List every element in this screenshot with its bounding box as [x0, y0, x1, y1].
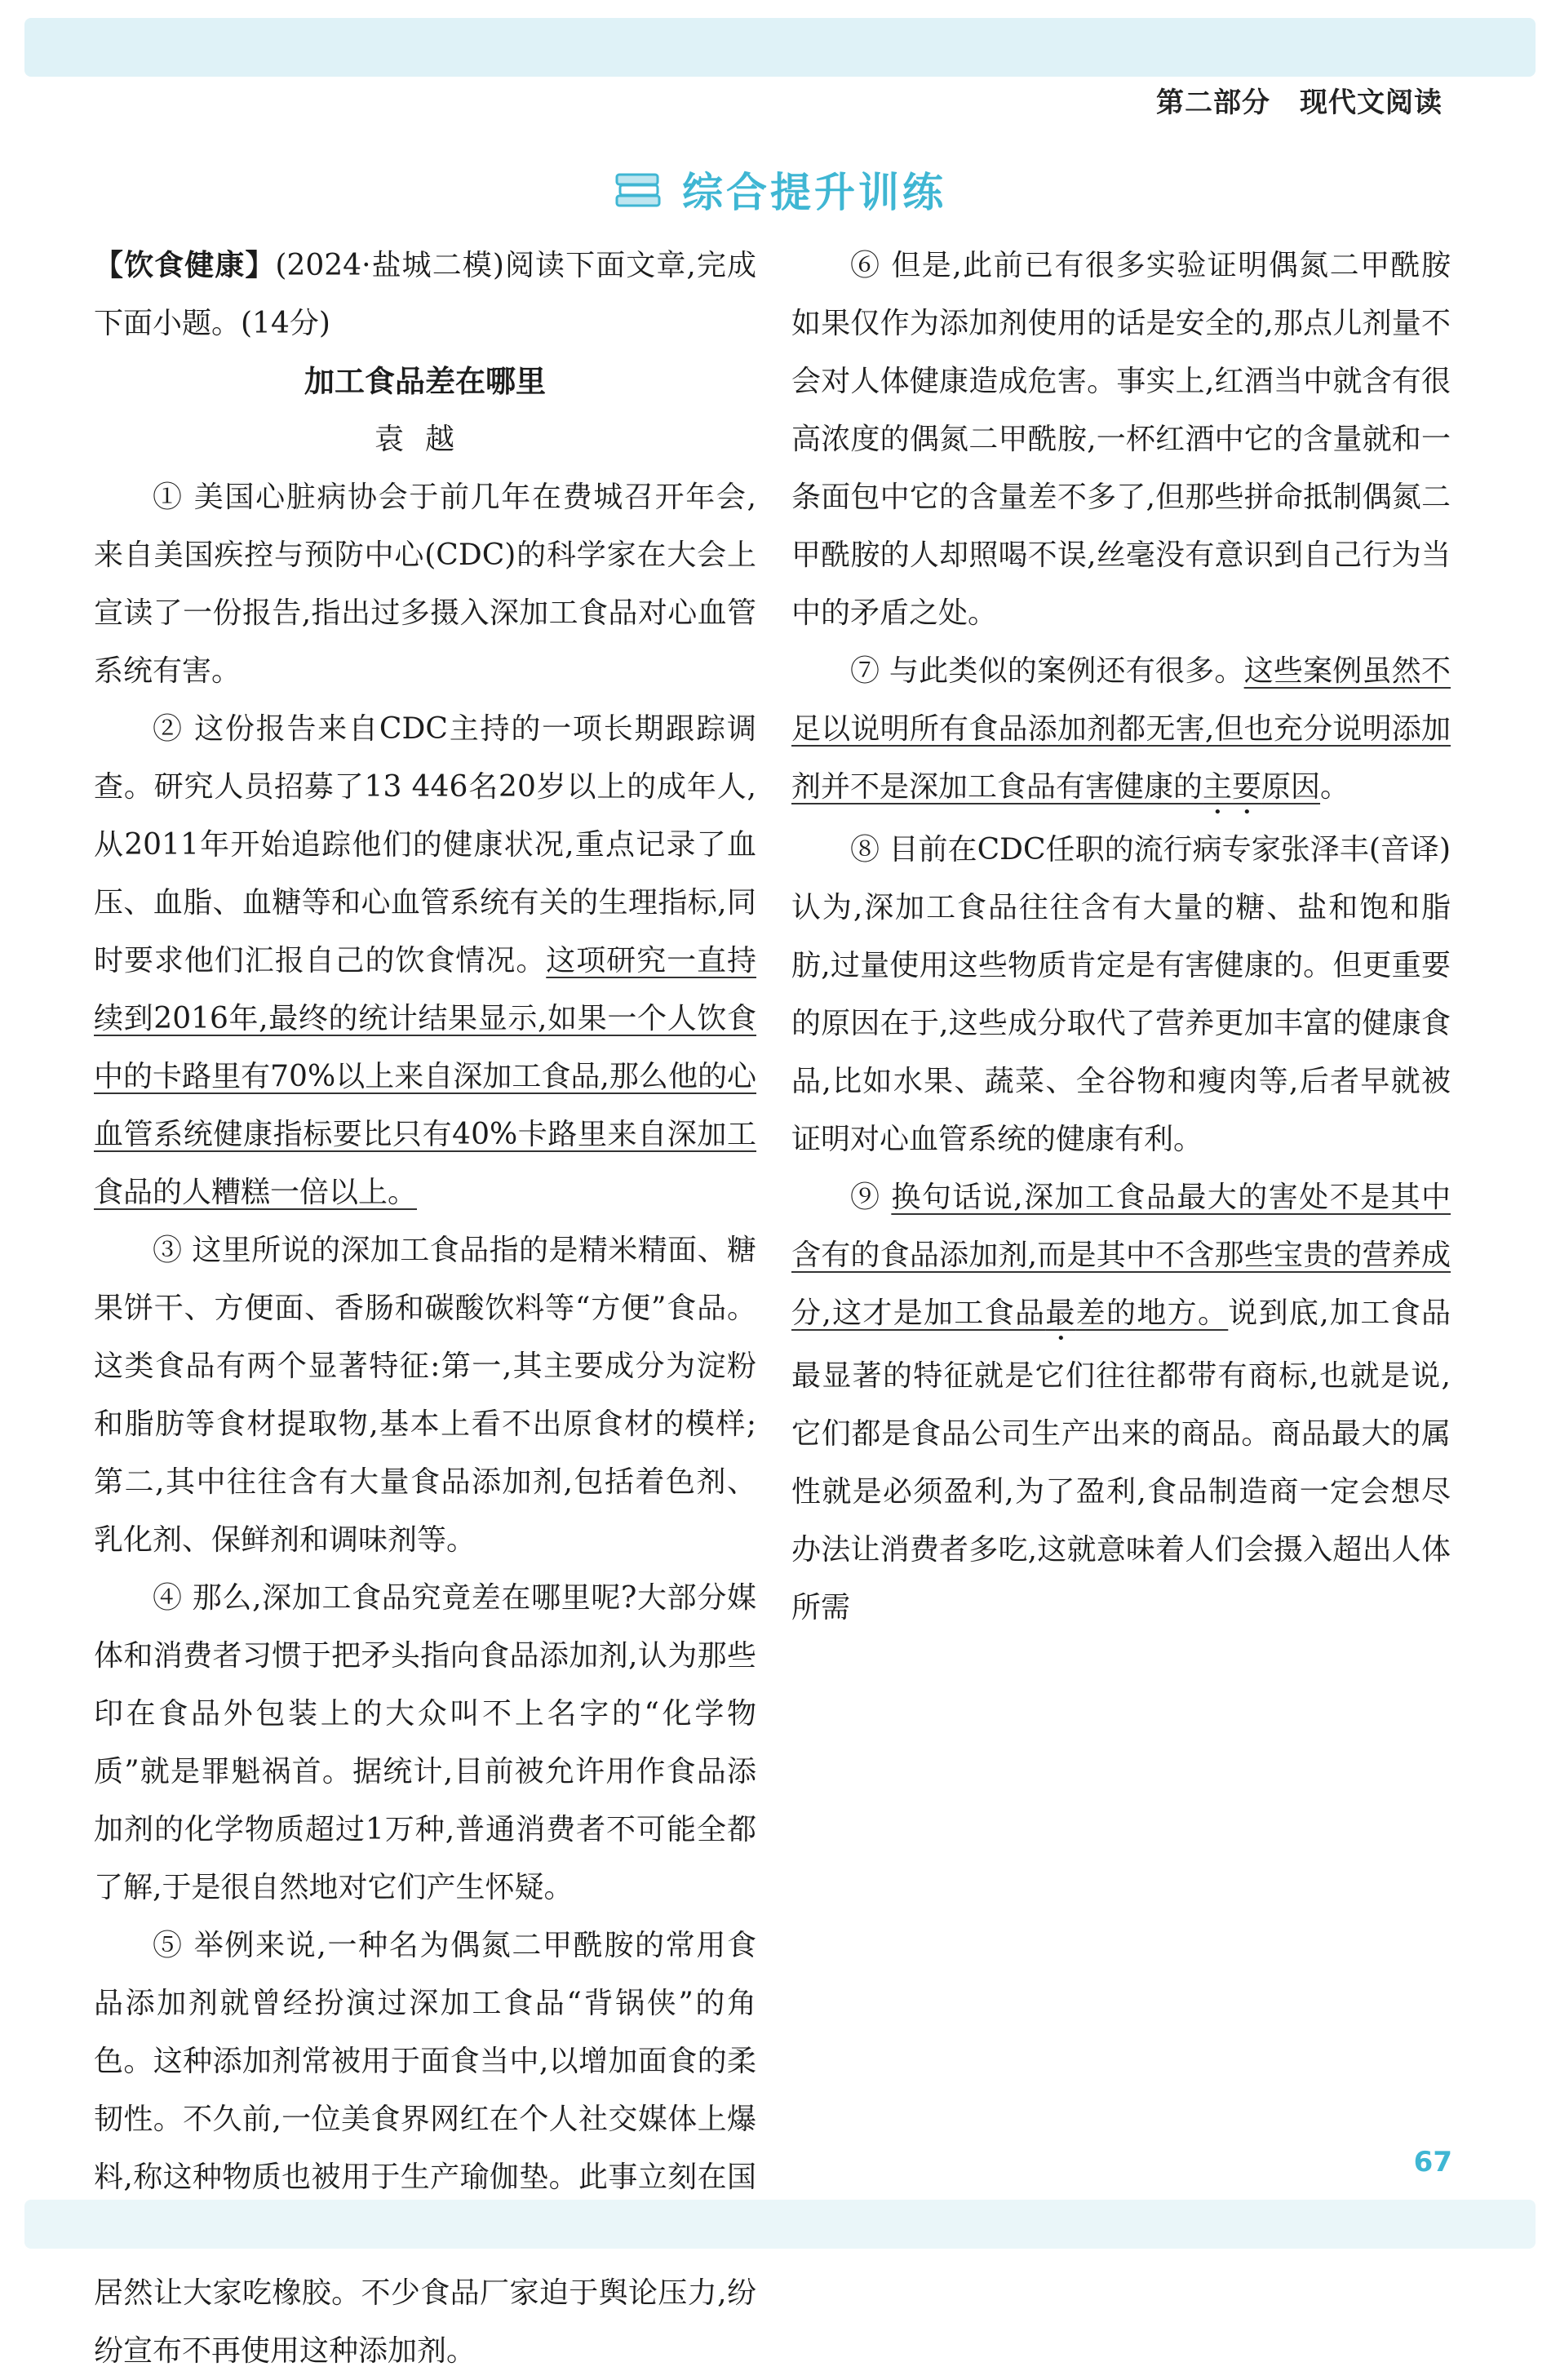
- left-column: [94, 237, 756, 2380]
- intro-text: (2024·盐城二模)阅读下面文章,完成下面小题。(14分): [94, 249, 756, 340]
- page-number: 67: [1413, 2146, 1452, 2178]
- paragraph-3: ③ 这里所说的深加工食品指的是精米精面、糖果饼干、方便面、香肠和碳酸饮料等“方便”食品。这类食品有两个显著特征:第一,其主要成分为淀粉和脂肪等食材提取物,基本上看不出原食材的模样;第二,其中往往含有大量食品添加剂,包括着色剂、乳化剂、保鲜剂和调味剂等。: [94, 1234, 756, 1557]
- paragraph-7-underlined-end: 原因: [1261, 770, 1321, 804]
- top-decorative-band: [24, 18, 1536, 77]
- paragraph-6: ⑥ 但是,此前已有很多实验证明偶氮二甲酰胺如果仅作为添加剂使用的话是安全的,那点儿剂量不会对人体健康造成危害。事实上,红酒当中就含有很高浓度的偶氮二甲酰胺,一杯红酒中它的含量就和一条面包中它的含量差不多了,但那些拼命抵制偶氮二甲酰胺的人却照喝不误,丝毫没有意识到自己行为当中的矛盾之处。: [791, 249, 1451, 630]
- paragraph-9-underlined: 换句话说,深加工食品最大的害处不是其中含有的食品添加剂,而是其中不含那些宝贵的营养成分,这才是加工食品: [791, 1181, 1451, 1330]
- paragraph-7-period: 。: [1320, 770, 1350, 804]
- question-intro: [94, 237, 756, 352]
- paragraph-9-number: ⑨: [850, 1181, 892, 1214]
- article-title: 加工食品差在哪里: [304, 364, 546, 399]
- article-author: 袁越: [374, 423, 476, 456]
- books-icon: [614, 171, 663, 220]
- paragraph-9-rest: 说到底,加工食品最显著的特征就是它们往往都带有商标,也就是说,它们都是食品公司生产出来的商品。商品最大的属性就是必须盈利,为了盈利,食品制造商一定会想尽办法让消费者多吃,这就意味着人们会摄入超出人体所需: [791, 1296, 1451, 1624]
- paragraph-9: [791, 1168, 1451, 1637]
- paragraph-2-text: ② 这份报告来自CDC主持的一项长期跟踪调查。研究人员招募了13 446名20岁以上的成年人,从2011年开始追踪他们的健康状况,重点记录了血压、血脂、血糖等和心血管系统有关的生理指标,同时要求他们汇报自己的饮食情况。: [94, 712, 756, 977]
- header-part: 第二部分: [1156, 86, 1270, 119]
- paragraph-5: ⑤ 举例来说,一种名为偶氮二甲酰胺的常用食品添加剂就曾经扮演过深加工食品“背锅侠”的角色。这种添加剂常被用于面食当中,以增加面食的柔韧性。不久前,一位美食界网红在个人社交媒体上爆料,称这种物质也被用于生产瑜伽垫。此事立刻在国 居然让大家吃橡胶。不少食品厂家迫于舆论压力,纷纷宣布不再使用这种添加剂。: [94, 1929, 756, 2368]
- running-header: [1156, 80, 1443, 120]
- paragraph-7-emphasis: 主要: [1203, 770, 1262, 804]
- paragraph-4: ④ 那么,深加工食品究竟差在哪里呢?大部分媒体和消费者习惯于把矛头指向食品添加剂,认为那些印在食品外包装上的大众叫不上名字的“化学物质”就是罪魁祸首。据统计,目前被允许用作食品添加剂的化学物质超过1万种,普通消费者不可能全都了解,于是很自然地对它们产生怀疑。: [94, 1581, 756, 1904]
- paragraph-1: ① 美国心脏病协会于前几年在费城召开年会,来自美国疾控与预防中心(CDC)的科学家在大会上宣读了一份报告,指出过多摄入深加工食品对心血管系统有害。: [94, 481, 756, 688]
- paragraph-2-underlined: 这项研究一直持续到2016年,最终的统计结果显示,如果一个人饮食中的卡路里有70%以上来自深加工食品,那么他的心血管系统健康指标要比只有40%卡路里来自深加工食品的人糟糕一倍以上。: [94, 944, 756, 1209]
- section-title: [0, 160, 1560, 220]
- section-title-text: 综合提升训练: [682, 169, 946, 216]
- header-section: 现代文阅读: [1300, 86, 1443, 119]
- paragraph-7-text: ⑦ 与此类似的案例还有很多。: [850, 654, 1244, 688]
- paragraph-9-emphasis: 最: [1045, 1296, 1076, 1330]
- paragraph-7-underlined: 这些案例虽然不足以说明所有食品添加剂都无害,但也充分说明添加剂并不是深加工食品有害健康的: [791, 654, 1451, 804]
- bottom-decorative-band: [24, 2200, 1536, 2249]
- paragraph-9-underlined-end: 差的地方。: [1075, 1296, 1229, 1330]
- paragraph-2: [94, 700, 756, 1221]
- paragraph-8: ⑧ 目前在CDC任职的流行病专家张泽丰(音译)认为,深加工食品往往含有大量的糖、盐和饱和脂肪,过量使用这些物质肯定是有害健康的。但更重要的原因在于,这些成分取代了营养更加丰富的健康食品,比如水果、蔬菜、全谷物和瘦肉等,后者早就被证明对心血管系统的健康有利。: [791, 833, 1451, 1156]
- right-column: [791, 237, 1451, 1637]
- topic-tag: 【饮食健康】: [94, 248, 276, 282]
- paragraph-7: [791, 642, 1451, 821]
